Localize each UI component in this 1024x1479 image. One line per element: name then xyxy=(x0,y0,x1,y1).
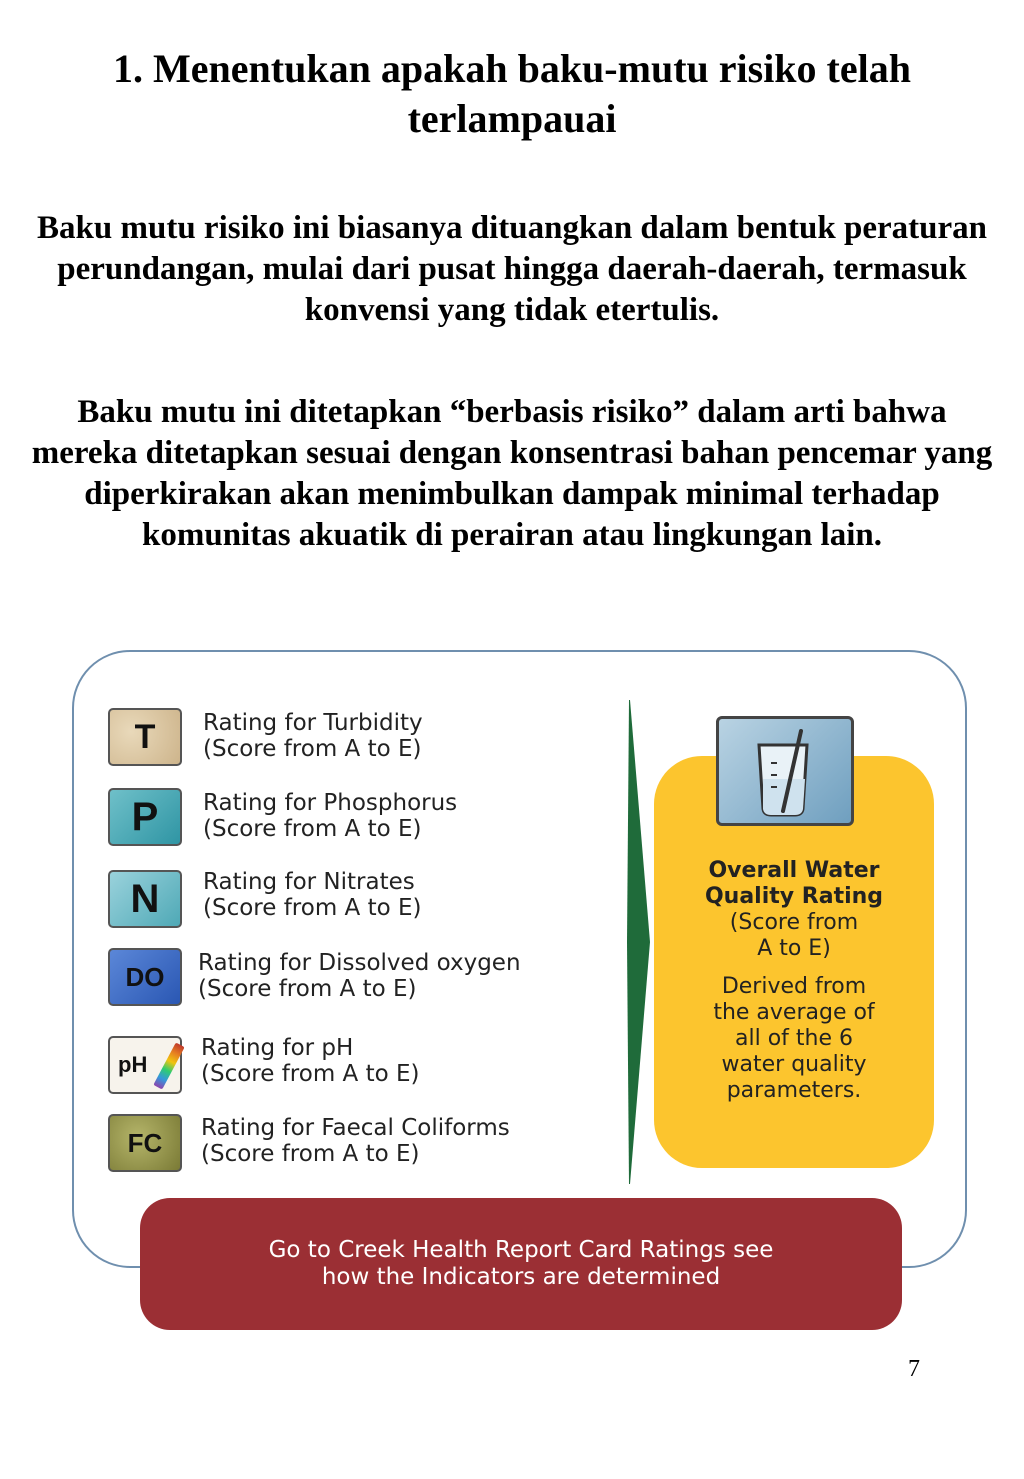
report-card-link-button[interactable] xyxy=(140,1198,902,1330)
overall-desc-line: the average of xyxy=(713,1000,875,1025)
page-number: 7 xyxy=(908,1356,920,1382)
rating-nitrates xyxy=(203,869,422,921)
ph-strip-icon xyxy=(153,1042,184,1089)
rating-score: (Score from A to E) xyxy=(198,976,417,1002)
overall-title-line2: Quality Rating xyxy=(704,884,884,909)
rating-label: Rating for Phosphorus xyxy=(203,790,458,816)
rating-score: (Score from A to E) xyxy=(201,1061,420,1087)
faecal-coliforms-icon: FC xyxy=(108,1114,182,1172)
overall-desc-line: parameters. xyxy=(726,1078,862,1103)
rating-label: Rating for Faecal Coliforms xyxy=(201,1115,510,1141)
overall-desc-line: Derived from xyxy=(721,974,867,999)
dissolved-oxygen-icon: DO xyxy=(108,948,182,1006)
paragraph-risk-based: Baku mutu ini ditetapkan “berbasis risiko” dalam arti bahwa mereka ditetapkan sesuai dengan konsentrasi bahan pencemar yang diperkirakan akan menimbulkan dampak minimal terhadap komunitas akuatik di perairan atau lingkungan lain. xyxy=(31,394,993,553)
cta-line2: how the Indicators are determined xyxy=(321,1264,721,1290)
rating-phosphorus xyxy=(203,790,457,842)
rating-turbidity xyxy=(203,710,423,762)
paragraph-risk-standard: Baku mutu risiko ini biasanya dituangkan dalam bentuk peraturan perundangan, mulai dari pusat hingga daerah-daerah, termasuk konvensi yang tidak etertulis. xyxy=(37,210,987,328)
overall-description xyxy=(654,974,934,1104)
rating-label: Rating for Dissolved oxygen xyxy=(198,950,521,976)
rating-score: (Score from A to E) xyxy=(203,816,422,842)
cta-line1: Go to Creek Health Report Card Ratings see xyxy=(268,1237,774,1263)
page-heading: 1. Menentukan apakah baku-mutu risiko telah terlampauai xyxy=(113,46,911,141)
nitrates-icon: N xyxy=(108,870,182,928)
ph-icon xyxy=(108,1036,182,1094)
rating-faecal-coliforms xyxy=(201,1115,510,1167)
overall-score-line2: A to E) xyxy=(757,936,831,961)
beaker-icon xyxy=(716,716,854,826)
rating-label: Rating for pH xyxy=(201,1035,354,1061)
arrow-divider-icon xyxy=(624,700,654,1184)
rating-score: (Score from A to E) xyxy=(203,895,422,921)
rating-label: Rating for Nitrates xyxy=(203,869,415,895)
phosphorus-icon: P xyxy=(108,788,182,846)
turbidity-icon: T xyxy=(108,708,182,766)
rating-label: Rating for Turbidity xyxy=(203,710,423,736)
overall-rating-text xyxy=(654,858,934,1104)
rating-dissolved-oxygen xyxy=(198,950,521,1002)
rating-score: (Score from A to E) xyxy=(203,736,422,762)
beaker-graphic xyxy=(719,719,851,823)
rating-score: (Score from A to E) xyxy=(201,1141,420,1167)
ph-abbr: pH xyxy=(118,1052,148,1077)
overall-desc-line: all of the 6 xyxy=(735,1026,853,1051)
rating-ph xyxy=(201,1035,420,1087)
overall-desc-line: water quality xyxy=(721,1052,867,1077)
overall-title-line1: Overall Water xyxy=(708,858,880,883)
overall-score-line1: (Score from xyxy=(729,910,859,935)
